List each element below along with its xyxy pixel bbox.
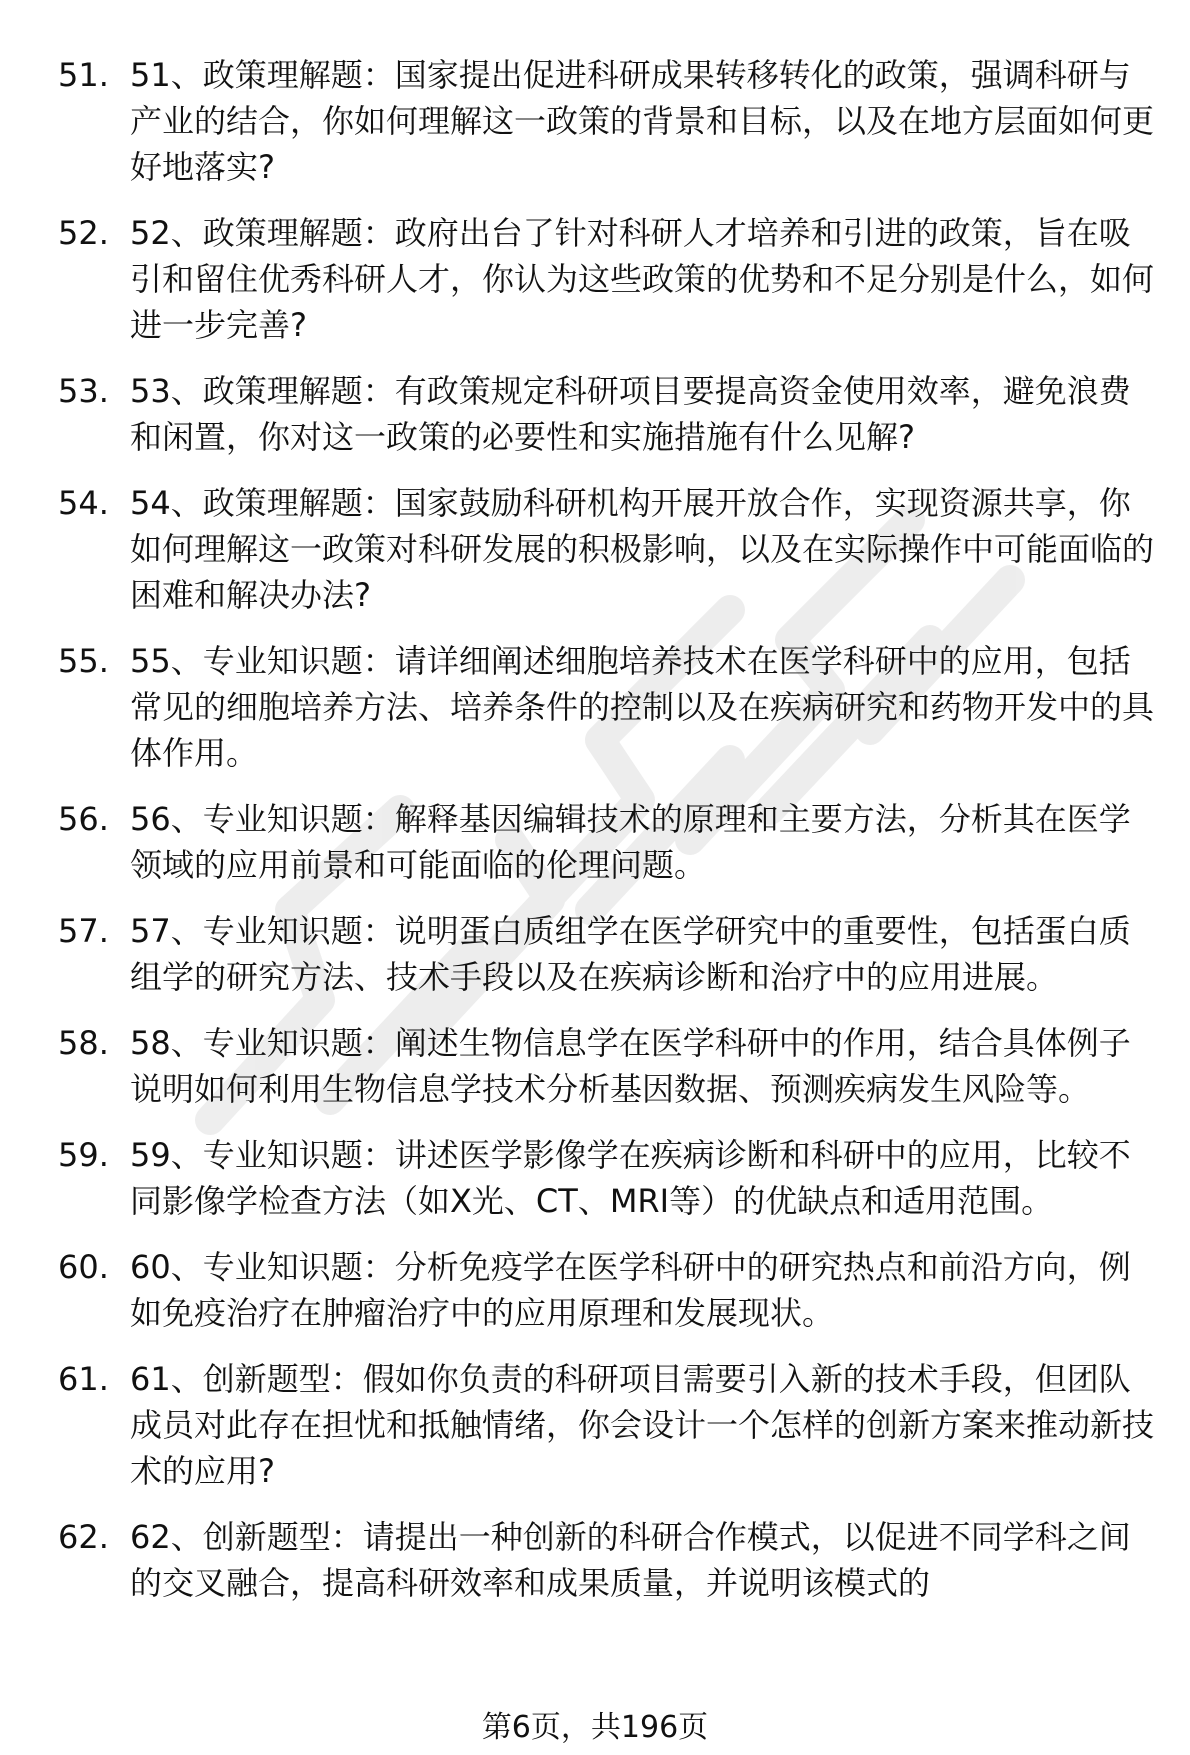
item-number: 59. bbox=[58, 1136, 109, 1174]
item-number: 51. bbox=[58, 56, 109, 94]
item-number: 55. bbox=[58, 642, 109, 680]
item-text: 57、专业知识题：说明蛋白质组学在医学研究中的重要性，包括蛋白质组学的研究方法、技术手段以及在疾病诊断和治疗中的应用进展。 bbox=[130, 912, 1131, 996]
list-item bbox=[0, 480, 1190, 618]
item-number: 54. bbox=[58, 484, 109, 522]
page-footer: 第6页，共196页 bbox=[481, 1710, 709, 1745]
item-text: 53、政策理解题：有政策规定科研项目要提高资金使用效率，避免浪费和闲置，你对这一政策的必要性和实施措施有什么见解? bbox=[130, 372, 1131, 456]
item-number: 61. bbox=[58, 1360, 109, 1398]
item-text: 55、专业知识题：请详细阐述细胞培养技术在医学科研中的应用，包括常见的细胞培养方法、培养条件的控制以及在疾病研究和药物开发中的具体作用。 bbox=[130, 642, 1155, 772]
item-number: 58. bbox=[58, 1024, 109, 1062]
item-text: 54、政策理解题：国家鼓励科研机构开展开放合作，实现资源共享，你如何理解这一政策对科研发展的积极影响，以及在实际操作中可能面临的困难和解决办法? bbox=[130, 484, 1155, 614]
list-item bbox=[0, 52, 1190, 190]
list-item bbox=[0, 1356, 1190, 1494]
list-item bbox=[0, 1020, 1190, 1112]
list-item bbox=[0, 1132, 1190, 1224]
item-number: 52. bbox=[58, 214, 109, 252]
item-number: 57. bbox=[58, 912, 109, 950]
list-item bbox=[0, 638, 1190, 776]
item-text: 61、创新题型：假如你负责的科研项目需要引入新的技术手段，但团队成员对此存在担忧和抵触情绪，你会设计一个怎样的创新方案来推动新技术的应用? bbox=[130, 1360, 1155, 1490]
item-number: 53. bbox=[58, 372, 109, 410]
item-number: 62. bbox=[58, 1518, 109, 1556]
item-text: 58、专业知识题：阐述生物信息学在医学科研中的作用，结合具体例子说明如何利用生物信息学技术分析基因数据、预测疾病发生风险等。 bbox=[130, 1024, 1131, 1108]
item-text: 51、政策理解题：国家提出促进科研成果转移转化的政策，强调科研与产业的结合，你如何理解这一政策的背景和目标，以及在地方层面如何更好地落实? bbox=[130, 56, 1155, 186]
list-item bbox=[0, 796, 1190, 888]
item-text: 56、专业知识题：解释基因编辑技术的原理和主要方法，分析其在医学领域的应用前景和可能面临的伦理问题。 bbox=[130, 800, 1131, 884]
list-item bbox=[0, 1244, 1190, 1336]
item-text: 60、专业知识题：分析免疫学在医学科研中的研究热点和前沿方向，例如免疫治疗在肿瘤治疗中的应用原理和发展现状。 bbox=[130, 1248, 1131, 1332]
item-number: 56. bbox=[58, 800, 109, 838]
list-item bbox=[0, 908, 1190, 1000]
item-text: 52、政策理解题：政府出台了针对科研人才培养和引进的政策，旨在吸引和留住优秀科研人才，你认为这些政策的优势和不足分别是什么，如何进一步完善? bbox=[130, 214, 1155, 344]
item-text: 62、创新题型：请提出一种创新的科研合作模式，以促进不同学科之间的交叉融合，提高科研效率和成果质量，并说明该模式的 bbox=[130, 1518, 1131, 1602]
item-text: 59、专业知识题：讲述医学影像学在疾病诊断和科研中的应用，比较不同影像学检查方法（如X光、CT、MRI等）的优缺点和适用范围。 bbox=[130, 1136, 1131, 1220]
list-item bbox=[0, 368, 1190, 460]
question-list bbox=[0, 52, 1190, 1626]
item-number: 60. bbox=[58, 1248, 109, 1286]
list-item bbox=[0, 210, 1190, 348]
list-item bbox=[0, 1514, 1190, 1606]
